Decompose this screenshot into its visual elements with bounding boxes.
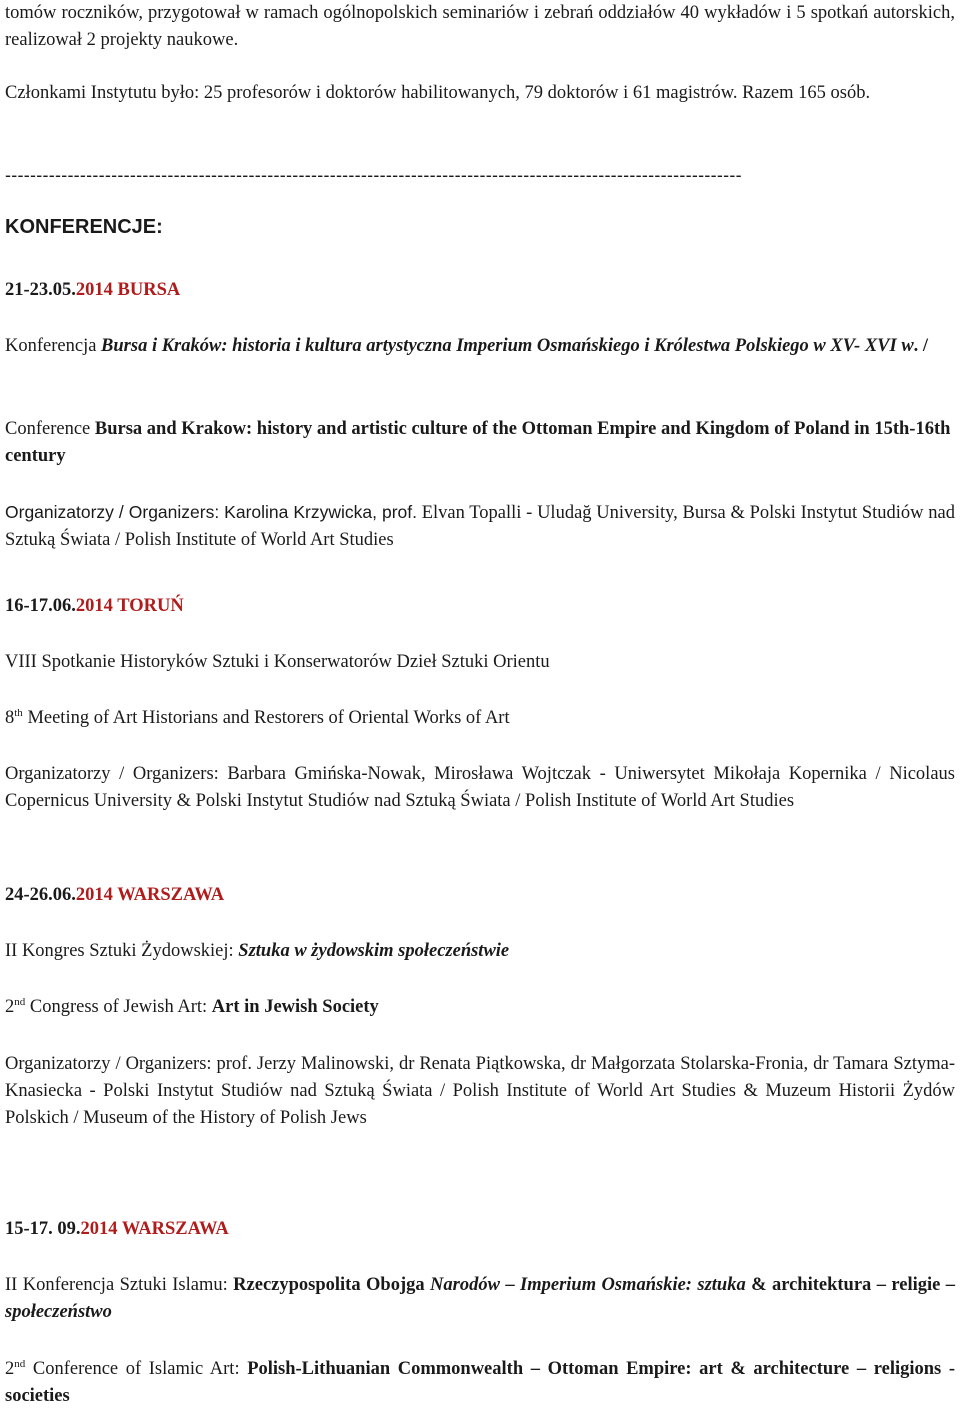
event-4-pl-b3: & architektura – religie – xyxy=(745,1275,955,1295)
event-3-title-pl xyxy=(5,938,955,965)
event-2-year-city: 2014 TORUŃ xyxy=(75,596,184,616)
event-4-year-city: 2014 WARSZAWA xyxy=(80,1219,229,1239)
event-4-pl-bi1: Narodów xyxy=(430,1275,500,1295)
event-1-org-rest: Elvan Topalli - Uludağ University, Bursa & Polski Instytut Studiów nad Sztuką Świata / Polish Institute of World Art Studies xyxy=(5,503,955,550)
event-3-en-num: 2 xyxy=(5,997,15,1017)
event-2-en-sup: th xyxy=(14,706,23,719)
section-title-text: KONFERENCJE: xyxy=(5,216,163,238)
event-1-date-days: 21-23.05. xyxy=(5,280,76,300)
event-1-organizers xyxy=(5,499,955,554)
event-4-title-en xyxy=(5,1356,955,1410)
event-4-pl-b1: Rzeczypospolita Obojga xyxy=(233,1275,431,1295)
event-2-en-num: 8 xyxy=(5,708,15,728)
event-2-organizers: Organizatorzy / Organizers: Barbara Gmińska-Nowak, Mirosława Wojtczak - Uniwersytet Mikołaja Kopernika / Nicolaus Copernicus University & Polski Instytut Studiów nad Sztuką Świata / Polish Institute of World Art Studies xyxy=(5,764,955,811)
event-3-en-prefix: Congress of Jewish Art: xyxy=(25,997,212,1017)
intro-paragraph-1: tomów roczników, przygotował w ramach ogólnopolskich seminariów i zebrań oddziałów 40 wykładów i 5 spotkań autorskich, realizował 2 projekty naukowe. xyxy=(5,3,955,50)
event-4-pl-prefix: II Konferencja Sztuki Islamu: xyxy=(5,1275,234,1295)
event-4-en-prefix: Conference of Islamic Art: xyxy=(25,1359,248,1379)
event-4-en-sup: nd xyxy=(14,1357,26,1370)
event-1-title-en xyxy=(5,416,955,470)
event-3-pl-title: Sztuka w żydowskim społeczeństwie xyxy=(238,941,510,961)
event-2-title-en xyxy=(5,705,955,732)
event-1-title-pl xyxy=(5,333,955,360)
event-4-pl-bi3: społeczeństwo xyxy=(5,1302,112,1322)
event-2-title-pl: VIII Spotkanie Historyków Sztuki i Konserwatorów Dzieł Sztuki Orientu xyxy=(5,652,550,672)
intro-paragraph-2: Członkami Instytutu było: 25 profesorów i doktorów habilitowanych, 79 doktorów i 61 magistrów. Razem 165 osób. xyxy=(5,83,871,103)
event-4-en-num: 2 xyxy=(5,1359,15,1379)
event-1-pl-title: Bursa i Kraków: historia i kultura artystyczna Imperium Osmańskiego i Królestwa Polskiego w XV- XVI w xyxy=(101,336,914,356)
event-3-en-sup: nd xyxy=(14,995,26,1008)
event-3-title-en xyxy=(5,994,955,1021)
event-2-date xyxy=(5,593,955,620)
event-1-date xyxy=(5,277,955,304)
event-2-date-days: 16-17.06. xyxy=(5,596,76,616)
event-3-en-title: Art in Jewish Society xyxy=(211,997,379,1017)
event-4-pl-b2: – xyxy=(499,1275,521,1295)
section-separator: ---------------------------------------------------------------------------------------------------------------------- xyxy=(5,165,742,185)
event-1-en-prefix: Conference xyxy=(5,419,95,439)
event-3-date-days: 24-26.06. xyxy=(5,885,76,905)
event-3-organizers: Organizatorzy / Organizers: prof. Jerzy Malinowski, dr Renata Piątkowska, dr Małgorzata Stolarska-Fronia, dr Tamara Sztyma-Knasiecka - Polski Instytut Studiów nad Sztuką Świata / Polish Institute of World Art Studies & Muzeum Historii Żydów Polskich / Museum of the History of Polish Jews xyxy=(5,1054,955,1128)
event-3-year-city: 2014 WARSZAWA xyxy=(75,885,225,905)
event-1-en-title: Bursa and Krakow: history and artistic culture of the Ottoman Empire and Kingdom of Poland in 15th-16th century xyxy=(5,419,951,466)
event-2-en-line: Meeting of Art Historians and Restorers of Oriental Works of Art xyxy=(22,708,510,728)
event-4-date xyxy=(5,1216,955,1243)
event-4-pl-bi2: Imperium Osmańskie: sztuka xyxy=(520,1275,746,1295)
event-1-org-sans: Organizatorzy / Organizers: Karolina Krzywicka, prof. xyxy=(5,502,417,522)
event-4-en-title: Polish-Lithuanian Commonwealth – Ottoman Empire: art & architecture – religions - societies xyxy=(5,1359,955,1406)
event-4-title-pl xyxy=(5,1272,955,1326)
event-1-year-city: 2014 BURSA xyxy=(75,280,181,300)
event-4-date-days: 15-17. 09. xyxy=(5,1219,81,1239)
event-1-pl-prefix: Konferencja xyxy=(5,336,102,356)
event-1-pl-suffix: . / xyxy=(913,336,929,356)
event-3-date xyxy=(5,882,955,909)
section-title xyxy=(5,214,955,241)
event-3-pl-prefix: II Kongres Sztuki Żydowskiej: xyxy=(5,941,239,961)
